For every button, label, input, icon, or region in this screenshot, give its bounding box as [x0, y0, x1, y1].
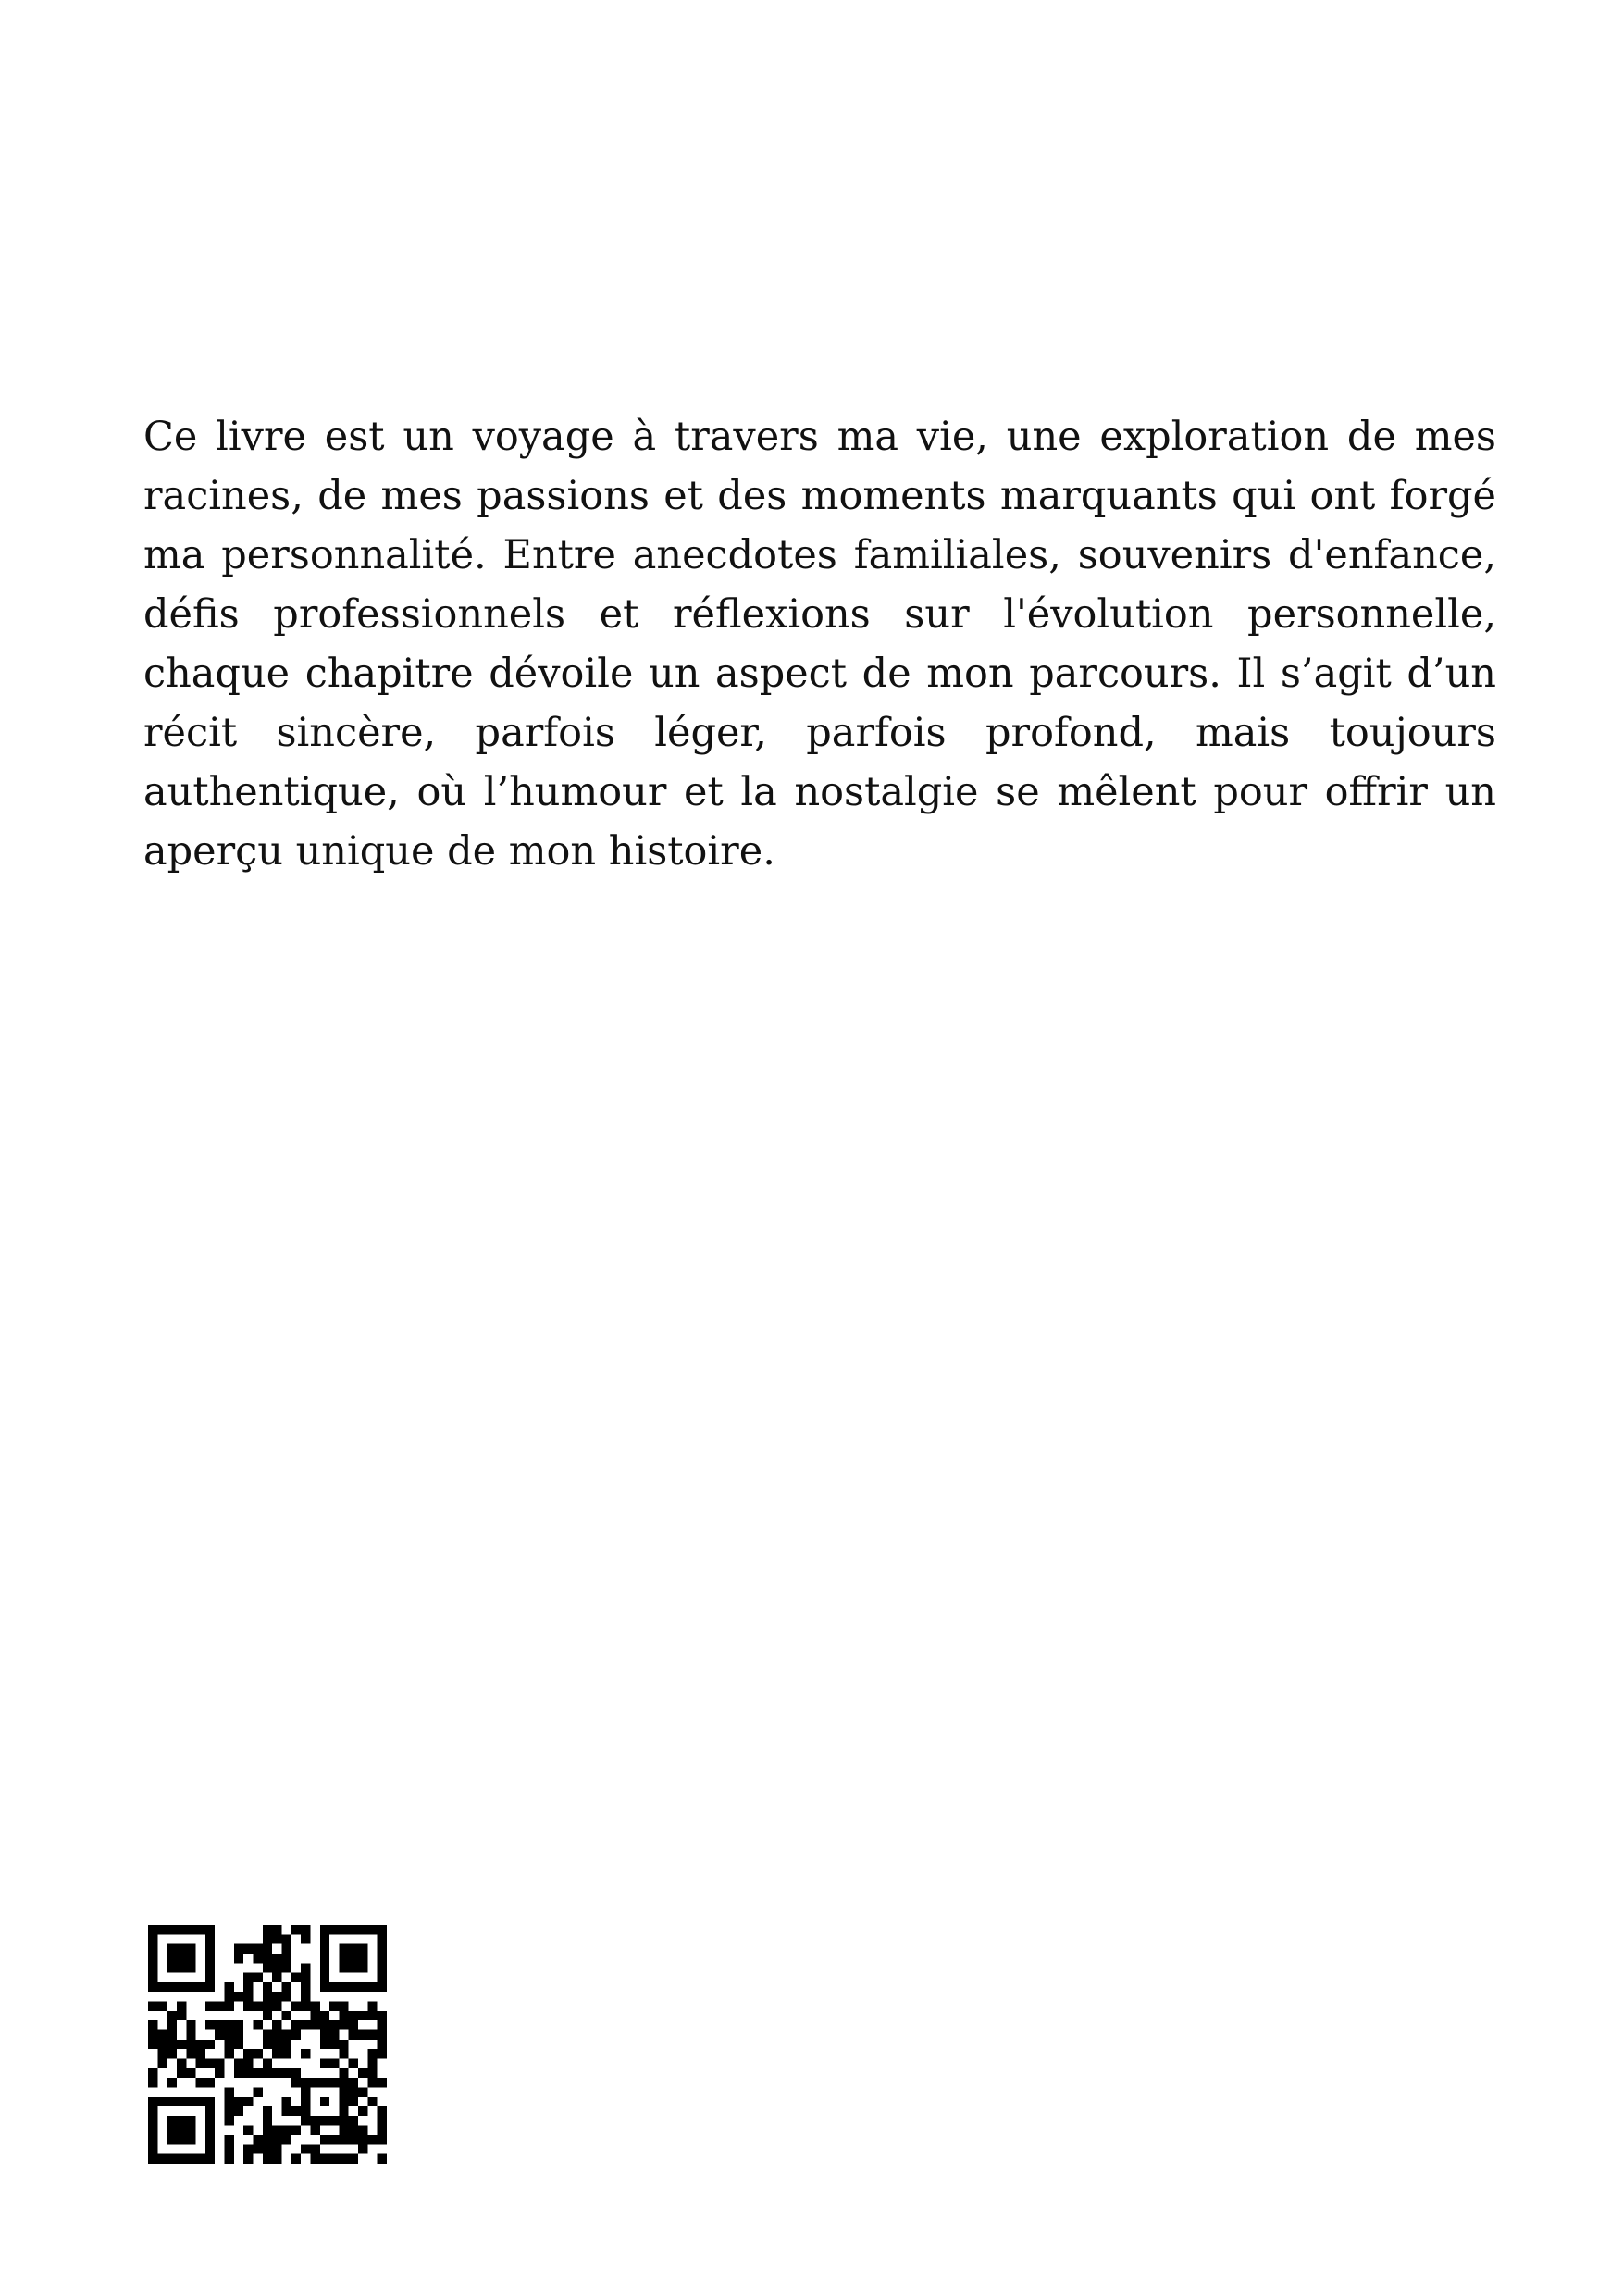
qr-code-icon	[148, 1925, 387, 2164]
book-blurb: Ce livre est un voyage à travers ma vie, une exploration de mes racines, de mes passions et des moments marquants qui ont forgé ma personnalité. Entre anecdotes familiales, souvenirs d'enfance, défis professionnels et réflexions sur l'évolution personnelle, chaque chapitre dévoile un aspect de mon parcours. Il s’agit d’un récit sincère, parfois léger, parfois profond, mais toujours authentique, où l’humour et la nostalgie se mêlent pour offrir un aperçu unique de mon histoire.	[143, 414, 1496, 875]
